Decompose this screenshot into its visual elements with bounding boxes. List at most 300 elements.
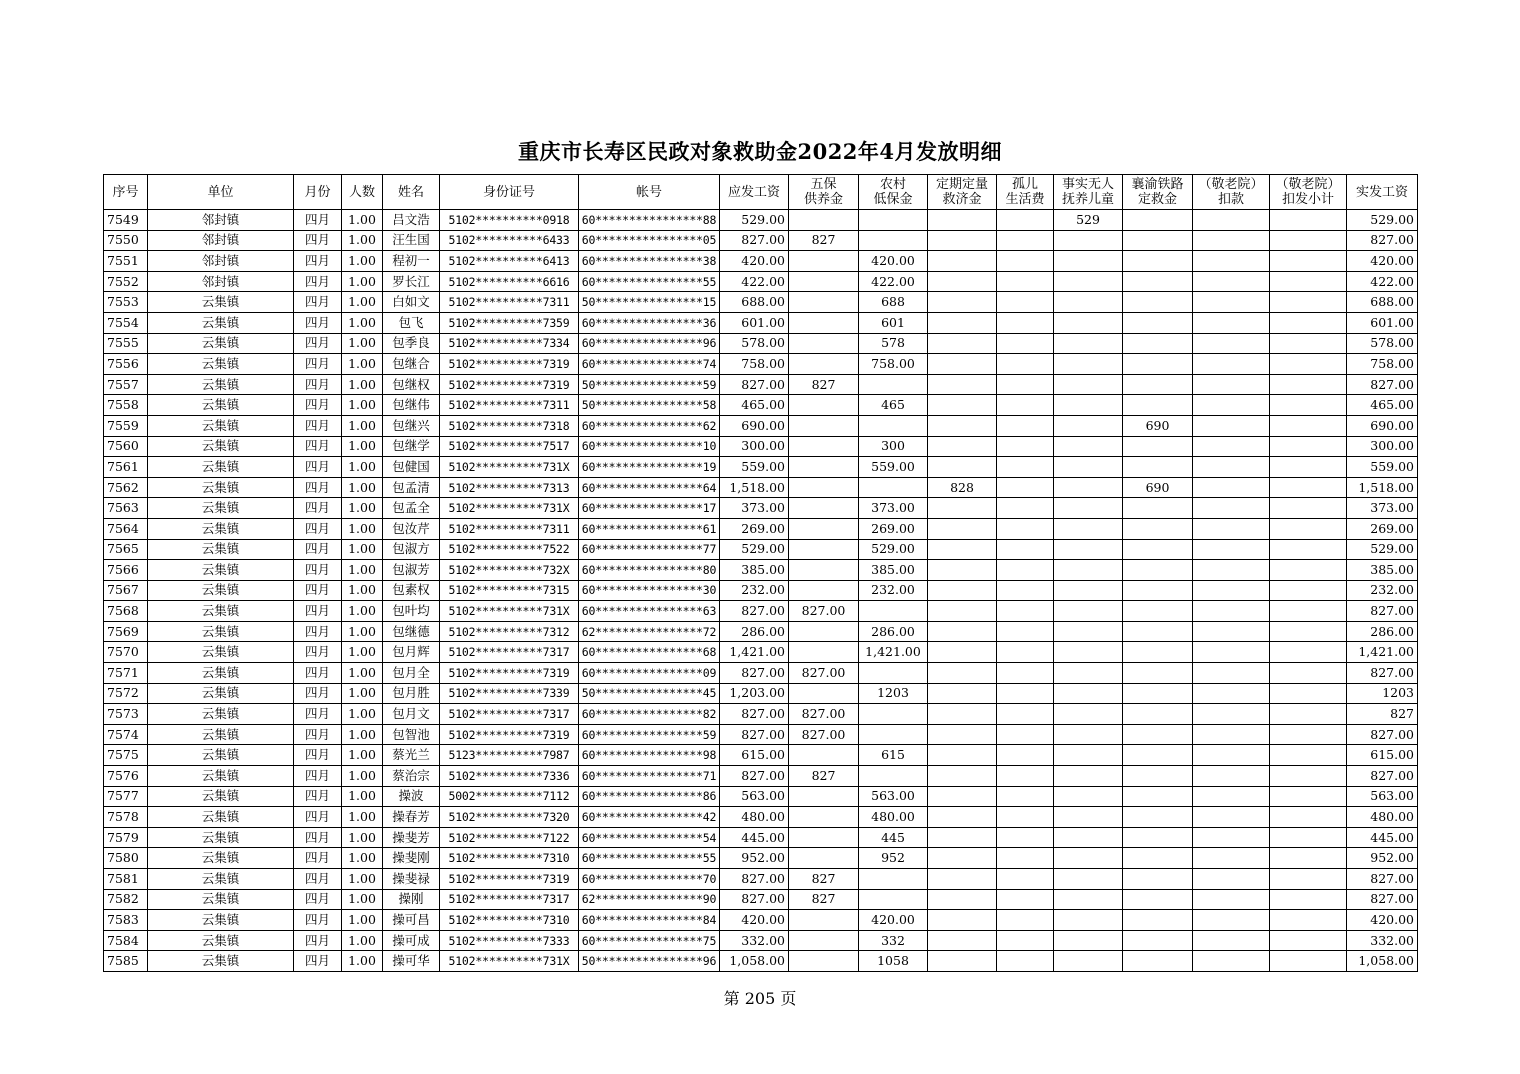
table-cell (789, 477, 859, 498)
table-cell (997, 354, 1054, 375)
table-cell: 云集镇 (148, 477, 294, 498)
table-cell: 四月 (294, 251, 342, 272)
table-cell: 60****************74 (579, 354, 720, 375)
table-cell: 827.00 (720, 869, 789, 890)
table-cell: 827 (789, 374, 859, 395)
table-cell (1193, 518, 1270, 539)
table-cell (1193, 498, 1270, 519)
table-cell (1054, 807, 1123, 828)
table-cell: 5102**********7313 (440, 477, 579, 498)
table-cell (1054, 312, 1123, 333)
table-cell: 四月 (294, 663, 342, 684)
table-cell: 60****************19 (579, 457, 720, 478)
table-cell (997, 807, 1054, 828)
table-cell (1270, 683, 1347, 704)
table-cell (789, 910, 859, 931)
table-cell: 操斐禄 (383, 869, 440, 890)
table-cell: 60****************84 (579, 910, 720, 931)
table-cell: 包孟清 (383, 477, 440, 498)
table-cell (1123, 333, 1193, 354)
table-row (104, 621, 1418, 642)
table-cell (997, 930, 1054, 951)
table-cell: 7577 (104, 786, 148, 807)
table-row (104, 807, 1418, 828)
table-cell: 60****************86 (579, 786, 720, 807)
table-cell: 5002**********7112 (440, 786, 579, 807)
table-cell (1270, 230, 1347, 251)
table-cell: 四月 (294, 889, 342, 910)
table-cell (1054, 786, 1123, 807)
table-cell: 云集镇 (148, 292, 294, 313)
table-cell: 1.00 (342, 683, 383, 704)
table-cell: 7553 (104, 292, 148, 313)
table-cell: 5102**********7311 (440, 395, 579, 416)
table-cell: 420.00 (1347, 251, 1418, 272)
table-cell (1270, 951, 1347, 972)
table-cell (1193, 621, 1270, 642)
table-cell: 1.00 (342, 724, 383, 745)
column-header: 姓名 (383, 175, 440, 210)
table-cell: 688 (859, 292, 928, 313)
table-cell: 559.00 (859, 457, 928, 478)
table-cell: 四月 (294, 704, 342, 725)
table-cell (928, 724, 997, 745)
table-cell (1193, 869, 1270, 890)
table-cell: 邻封镇 (148, 210, 294, 231)
table-cell: 50****************96 (579, 951, 720, 972)
table-cell (1123, 539, 1193, 560)
table-cell: 7583 (104, 910, 148, 931)
table-cell (1193, 560, 1270, 581)
table-cell (789, 312, 859, 333)
table-cell (1054, 889, 1123, 910)
table-cell (789, 930, 859, 951)
table-cell: 422.00 (720, 271, 789, 292)
table-cell: 559.00 (1347, 457, 1418, 478)
table-cell (789, 210, 859, 231)
table-cell: 四月 (294, 560, 342, 581)
table-cell: 690.00 (720, 415, 789, 436)
table-cell (928, 230, 997, 251)
table-cell: 615.00 (720, 745, 789, 766)
table-cell: 480.00 (720, 807, 789, 828)
table-cell: 操春芳 (383, 807, 440, 828)
table-cell (1123, 601, 1193, 622)
table-cell: 1.00 (342, 395, 383, 416)
table-cell: 1058 (859, 951, 928, 972)
table-cell: 四月 (294, 580, 342, 601)
table-cell: 7570 (104, 642, 148, 663)
table-cell (928, 436, 997, 457)
table-cell (928, 251, 997, 272)
table-cell: 50****************45 (579, 683, 720, 704)
table-cell: 5102**********732X (440, 560, 579, 581)
table-row (104, 312, 1418, 333)
table-cell: 云集镇 (148, 766, 294, 787)
table-cell (1123, 683, 1193, 704)
table-cell: 7578 (104, 807, 148, 828)
column-header: 月份 (294, 175, 342, 210)
table-cell: 5102**********7318 (440, 415, 579, 436)
table-cell (1193, 889, 1270, 910)
table-cell: 952 (859, 848, 928, 869)
table-cell (1270, 292, 1347, 313)
table-cell: 286.00 (1347, 621, 1418, 642)
table-cell: 程初一 (383, 251, 440, 272)
table-cell: 云集镇 (148, 642, 294, 663)
table-cell (997, 663, 1054, 684)
table-cell: 5102**********7522 (440, 539, 579, 560)
table-row (104, 704, 1418, 725)
table-cell (1123, 766, 1193, 787)
table-cell: 60****************62 (579, 415, 720, 436)
table-cell: 云集镇 (148, 415, 294, 436)
table-cell: 包继兴 (383, 415, 440, 436)
table-cell: 952.00 (720, 848, 789, 869)
table-cell (1270, 766, 1347, 787)
table-cell: 云集镇 (148, 745, 294, 766)
table-cell (928, 601, 997, 622)
table-cell: 罗长江 (383, 271, 440, 292)
table-cell (1054, 539, 1123, 560)
table-cell: 四月 (294, 642, 342, 663)
table-cell (997, 889, 1054, 910)
table-cell: 包健国 (383, 457, 440, 478)
table-cell: 60****************55 (579, 848, 720, 869)
table-cell: 5102**********7319 (440, 354, 579, 375)
table-cell (1270, 724, 1347, 745)
table-cell (789, 333, 859, 354)
table-cell: 50****************15 (579, 292, 720, 313)
table-cell (1270, 601, 1347, 622)
table-cell (997, 251, 1054, 272)
table-cell: 7550 (104, 230, 148, 251)
table-cell: 7585 (104, 951, 148, 972)
table-cell (1270, 436, 1347, 457)
table-cell (997, 457, 1054, 478)
table-cell: 云集镇 (148, 580, 294, 601)
table-cell (1123, 230, 1193, 251)
table-cell: 420.00 (1347, 910, 1418, 931)
table-cell (1054, 827, 1123, 848)
table-cell: 四月 (294, 498, 342, 519)
table-cell (997, 869, 1054, 890)
table-cell (1193, 601, 1270, 622)
table-cell: 827 (789, 889, 859, 910)
table-cell: 7579 (104, 827, 148, 848)
table-cell: 1.00 (342, 436, 383, 457)
table-cell (997, 539, 1054, 560)
table-cell (1270, 395, 1347, 416)
table-cell: 5102**********7312 (440, 621, 579, 642)
table-cell (1270, 271, 1347, 292)
table-cell: 827.00 (720, 704, 789, 725)
table-cell (789, 786, 859, 807)
table-cell: 包继德 (383, 621, 440, 642)
column-header: （敬老院） 扣发小计 (1270, 175, 1347, 210)
table-cell (1054, 663, 1123, 684)
table-cell: 5102**********7319 (440, 663, 579, 684)
table-cell: 包孟全 (383, 498, 440, 519)
table-cell (1193, 951, 1270, 972)
table-cell (928, 807, 997, 828)
column-header: 襄渝铁路 定救金 (1123, 175, 1193, 210)
table-cell: 827 (789, 869, 859, 890)
table-cell: 云集镇 (148, 807, 294, 828)
table-cell (928, 333, 997, 354)
table-row (104, 848, 1418, 869)
table-cell: 包月辉 (383, 642, 440, 663)
table-cell: 汪生国 (383, 230, 440, 251)
table-cell: 60****************30 (579, 580, 720, 601)
table-cell: 四月 (294, 951, 342, 972)
table-cell (928, 560, 997, 581)
table-cell: 60****************63 (579, 601, 720, 622)
column-header: 五保 供养金 (789, 175, 859, 210)
table-cell (789, 498, 859, 519)
table-cell: 1.00 (342, 230, 383, 251)
table-cell: 60****************17 (579, 498, 720, 519)
table-cell: 385.00 (1347, 560, 1418, 581)
table-cell (1193, 807, 1270, 828)
table-cell: 615.00 (1347, 745, 1418, 766)
table-cell: 四月 (294, 518, 342, 539)
table-cell: 60****************38 (579, 251, 720, 272)
table-cell: 952.00 (1347, 848, 1418, 869)
table-cell: 7556 (104, 354, 148, 375)
table-cell (1054, 745, 1123, 766)
table-cell: 7559 (104, 415, 148, 436)
table-cell (1193, 786, 1270, 807)
table-cell (1054, 271, 1123, 292)
column-header: 事实无人 抚养儿童 (1054, 175, 1123, 210)
table-cell (1054, 292, 1123, 313)
page-number: 第 205 页 (723, 989, 797, 1008)
table-cell (928, 745, 997, 766)
table-cell (859, 374, 928, 395)
table-row (104, 210, 1418, 231)
table-cell: 332.00 (1347, 930, 1418, 951)
table-cell: 5102**********7310 (440, 848, 579, 869)
table-cell: 1.00 (342, 210, 383, 231)
table-cell: 373.00 (859, 498, 928, 519)
table-cell (1193, 745, 1270, 766)
table-cell: 465.00 (1347, 395, 1418, 416)
table-cell: 690 (1123, 477, 1193, 498)
table-cell (1054, 354, 1123, 375)
table-cell: 云集镇 (148, 601, 294, 622)
table-cell: 232.00 (720, 580, 789, 601)
table-cell (1193, 827, 1270, 848)
table-cell (1270, 869, 1347, 890)
table-cell: 5102**********7311 (440, 518, 579, 539)
table-cell (1054, 951, 1123, 972)
table-cell: 827.00 (1347, 230, 1418, 251)
table-cell (1270, 354, 1347, 375)
column-header: 定期定量 救济金 (928, 175, 997, 210)
table-cell: 云集镇 (148, 457, 294, 478)
table-cell (1123, 518, 1193, 539)
payment-table (103, 174, 1418, 972)
table-cell: 1.00 (342, 869, 383, 890)
table-cell: 1.00 (342, 354, 383, 375)
table-cell (789, 292, 859, 313)
table-cell (1270, 889, 1347, 910)
table-cell (1054, 621, 1123, 642)
table-cell: 四月 (294, 436, 342, 457)
table-cell (789, 807, 859, 828)
table-cell (1193, 230, 1270, 251)
table-cell (1193, 271, 1270, 292)
table-row (104, 333, 1418, 354)
table-row (104, 436, 1418, 457)
table-cell: 385.00 (720, 560, 789, 581)
table-cell (1193, 354, 1270, 375)
table-cell (859, 663, 928, 684)
table-cell: 云集镇 (148, 560, 294, 581)
table-cell: 286.00 (859, 621, 928, 642)
table-cell: 包月全 (383, 663, 440, 684)
table-cell (1054, 230, 1123, 251)
table-row (104, 518, 1418, 539)
table-row (104, 354, 1418, 375)
table-cell: 529.00 (720, 539, 789, 560)
table-cell: 827.00 (1347, 766, 1418, 787)
table-cell (1270, 786, 1347, 807)
table-cell (1193, 415, 1270, 436)
table-cell (1270, 560, 1347, 581)
table-cell (1054, 704, 1123, 725)
table-cell (1123, 848, 1193, 869)
table-cell (789, 745, 859, 766)
table-cell: 688.00 (720, 292, 789, 313)
table-cell (1054, 642, 1123, 663)
table-row (104, 251, 1418, 272)
table-cell: 四月 (294, 312, 342, 333)
table-cell: 云集镇 (148, 848, 294, 869)
table-cell: 529 (1054, 210, 1123, 231)
table-cell: 60****************98 (579, 745, 720, 766)
table-cell: 601.00 (720, 312, 789, 333)
table-cell (928, 580, 997, 601)
table-cell: 7551 (104, 251, 148, 272)
table-cell (1270, 333, 1347, 354)
table-cell: 480.00 (859, 807, 928, 828)
table-cell: 529.00 (1347, 539, 1418, 560)
table-cell: 62****************90 (579, 889, 720, 910)
table-cell: 云集镇 (148, 374, 294, 395)
column-header: 应发工资 (720, 175, 789, 210)
table-cell (859, 230, 928, 251)
table-cell: 四月 (294, 271, 342, 292)
table-cell: 包汝芹 (383, 518, 440, 539)
table-cell: 465.00 (720, 395, 789, 416)
table-row (104, 683, 1418, 704)
table-cell: 四月 (294, 395, 342, 416)
table-cell: 云集镇 (148, 539, 294, 560)
table-cell (1193, 374, 1270, 395)
table-row (104, 498, 1418, 519)
table-cell (789, 457, 859, 478)
table-cell (1123, 436, 1193, 457)
table-cell: 563.00 (859, 786, 928, 807)
column-header: 单位 (148, 175, 294, 210)
table-cell: 云集镇 (148, 354, 294, 375)
table-cell: 5102**********7333 (440, 930, 579, 951)
table-cell: 1.00 (342, 889, 383, 910)
table-cell: 1,421.00 (1347, 642, 1418, 663)
table-row (104, 271, 1418, 292)
table-cell (1123, 827, 1193, 848)
table-cell: 60****************42 (579, 807, 720, 828)
table-row (104, 292, 1418, 313)
table-cell: 四月 (294, 210, 342, 231)
table-cell (1123, 642, 1193, 663)
table-cell: 827.00 (720, 724, 789, 745)
table-cell: 7574 (104, 724, 148, 745)
table-cell (1193, 724, 1270, 745)
table-cell (997, 745, 1054, 766)
table-cell: 60****************55 (579, 271, 720, 292)
table-cell: 5102**********7315 (440, 580, 579, 601)
table-cell (1270, 312, 1347, 333)
table-row (104, 457, 1418, 478)
table-cell: 60****************80 (579, 560, 720, 581)
table-cell (789, 580, 859, 601)
table-cell (1123, 663, 1193, 684)
table-cell (789, 539, 859, 560)
table-cell: 邻封镇 (148, 230, 294, 251)
table-cell: 1.00 (342, 477, 383, 498)
table-row (104, 477, 1418, 498)
table-cell: 62****************72 (579, 621, 720, 642)
table-cell: 445.00 (1347, 827, 1418, 848)
table-cell (859, 869, 928, 890)
table-cell (928, 539, 997, 560)
table-cell (1123, 395, 1193, 416)
table-cell: 5102**********7319 (440, 374, 579, 395)
table-cell (859, 889, 928, 910)
table-cell: 300 (859, 436, 928, 457)
table-cell: 云集镇 (148, 312, 294, 333)
table-cell: 5102**********7122 (440, 827, 579, 848)
table-cell: 7567 (104, 580, 148, 601)
table-cell: 云集镇 (148, 621, 294, 642)
table-cell (928, 518, 997, 539)
table-cell: 1,518.00 (720, 477, 789, 498)
table-cell (997, 766, 1054, 787)
column-header: 身份证号 (440, 175, 579, 210)
table-cell (1193, 457, 1270, 478)
table-cell (1054, 766, 1123, 787)
table-cell (1270, 621, 1347, 642)
column-header: （敬老院） 扣款 (1193, 175, 1270, 210)
table-cell: 7581 (104, 869, 148, 890)
table-cell: 300.00 (720, 436, 789, 457)
table-cell: 四月 (294, 724, 342, 745)
table-cell (997, 786, 1054, 807)
table-cell: 827.00 (1347, 374, 1418, 395)
table-cell (928, 889, 997, 910)
table-cell (1270, 477, 1347, 498)
table-cell: 四月 (294, 601, 342, 622)
table-cell: 50****************58 (579, 395, 720, 416)
table-cell (1193, 312, 1270, 333)
table-cell (928, 704, 997, 725)
table-cell (928, 827, 997, 848)
table-row (104, 910, 1418, 931)
table-cell (1270, 251, 1347, 272)
